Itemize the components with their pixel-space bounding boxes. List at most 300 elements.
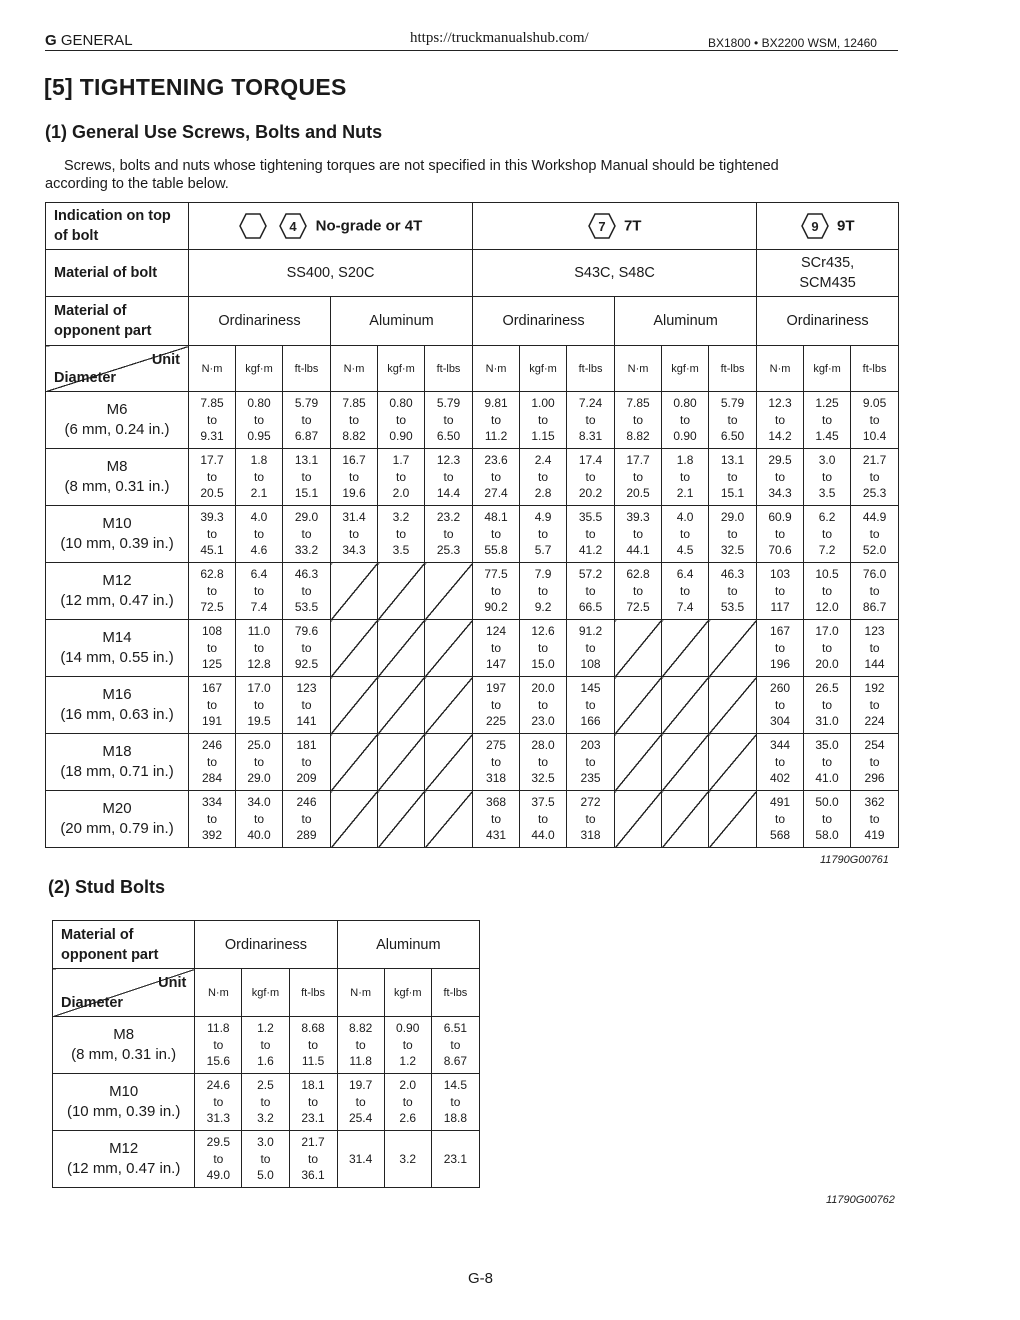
grade-4t-label: No-grade or 4T xyxy=(315,217,423,235)
torque-max: 6.50 xyxy=(436,429,461,444)
torque-max: 117 xyxy=(770,600,790,615)
header-rule xyxy=(45,50,898,51)
torque-min: 7.85 xyxy=(342,396,366,411)
unit-header-0-1: kgf·m xyxy=(242,969,289,1017)
torque-max: 52.0 xyxy=(862,543,887,558)
torque-max: 4.6 xyxy=(250,543,268,558)
range-to: to xyxy=(253,697,264,712)
torque-max: 2.1 xyxy=(676,486,694,501)
torque-max: 166 xyxy=(580,714,601,729)
torque-cell xyxy=(337,1131,384,1188)
torque-max: 34.3 xyxy=(342,543,366,558)
torque-cell xyxy=(431,1131,479,1188)
range-to: to xyxy=(301,583,312,598)
torque-cell xyxy=(236,449,283,506)
torque-cell xyxy=(189,563,236,620)
torque-max: 27.4 xyxy=(484,486,508,501)
torque-min: 24.6 xyxy=(206,1078,231,1093)
torque-min: 17.0 xyxy=(247,681,271,696)
grade-4t-header xyxy=(189,203,473,250)
not-applicable-cell xyxy=(662,791,709,848)
hexagon-4-icon xyxy=(279,213,307,239)
torque-min: 491 xyxy=(770,795,791,810)
torque-min: 17.7 xyxy=(200,453,224,468)
torque-max: 70.6 xyxy=(768,543,792,558)
torque-min: 254 xyxy=(864,738,885,753)
torque-min: 23.2 xyxy=(436,510,461,525)
stud-diameter-label: Diameter xyxy=(61,994,124,1011)
stud-bolt-torque-table xyxy=(52,920,480,1188)
torque-min: 5.79 xyxy=(436,396,461,411)
torque-max: 318 xyxy=(580,828,601,843)
section1-intro-line2: according to the table below. xyxy=(45,176,229,192)
torque-max: 318 xyxy=(486,771,507,786)
range-to: to xyxy=(206,811,217,826)
diameter-cell xyxy=(46,506,189,563)
diameter-cell xyxy=(46,734,189,791)
torque-max: 25.4 xyxy=(348,1111,373,1126)
torque-cell xyxy=(384,1074,431,1131)
torque-min: 3.0 xyxy=(818,453,836,468)
range-to: to xyxy=(585,469,596,484)
bolt-size: M8 xyxy=(106,458,128,475)
range-to: to xyxy=(822,469,833,484)
torque-cell xyxy=(189,506,236,563)
diameter-cell xyxy=(46,791,189,848)
torque-max: 58.0 xyxy=(815,828,839,843)
torque-max: 11.8 xyxy=(349,1054,372,1069)
torque-max: 53.5 xyxy=(720,600,745,615)
torque-cell xyxy=(283,677,331,734)
bolt-dimension: (10 mm, 0.39 in.) xyxy=(60,535,174,552)
unit-label: Unit xyxy=(151,351,180,368)
range-to: to xyxy=(253,526,264,541)
range-to: to xyxy=(301,811,312,826)
torque-max: 9.31 xyxy=(200,429,224,444)
torque-max: 9.2 xyxy=(534,600,552,615)
torque-max: 20.5 xyxy=(200,486,224,501)
range-to: to xyxy=(260,1151,271,1166)
material-label: Material of bolt xyxy=(46,250,189,297)
torque-min: 167 xyxy=(201,681,223,696)
torque-cell xyxy=(757,506,804,563)
torque-min: 4.9 xyxy=(534,510,552,525)
torque-min: 10.5 xyxy=(815,567,839,582)
torque-cell xyxy=(283,563,331,620)
not-applicable-cell xyxy=(615,791,662,848)
range-to: to xyxy=(869,469,880,484)
torque-min: 1.8 xyxy=(676,453,694,468)
torque-cell xyxy=(567,734,615,791)
range-to: to xyxy=(633,469,644,484)
unit-header-4-2: ft-lbs xyxy=(851,346,899,392)
range-to: to xyxy=(538,697,549,712)
range-to: to xyxy=(253,811,264,826)
range-to: to xyxy=(633,583,644,598)
torque-min: 7.24 xyxy=(578,396,603,411)
torque-max: 44.1 xyxy=(626,543,650,558)
torque-min: 7.9 xyxy=(534,567,552,582)
torque-min: 12.3 xyxy=(768,396,792,411)
not-applicable-cell xyxy=(331,563,378,620)
range-to: to xyxy=(775,697,786,712)
range-to: to xyxy=(253,412,264,427)
torque-cell xyxy=(331,506,378,563)
range-to: to xyxy=(585,697,596,712)
torque-cell xyxy=(520,563,567,620)
range-to: to xyxy=(585,583,596,598)
not-applicable-cell xyxy=(331,734,378,791)
torque-max: 419 xyxy=(864,828,885,843)
unit-header-3-2: ft-lbs xyxy=(709,346,757,392)
range-to: to xyxy=(443,469,454,484)
torque-cell xyxy=(709,392,757,449)
torque-min: 46.3 xyxy=(294,567,319,582)
table-row xyxy=(53,1017,480,1074)
torque-cell xyxy=(709,506,757,563)
range-to: to xyxy=(491,412,502,427)
section1-heading: (1) General Use Screws, Bolts and Nuts xyxy=(45,122,383,142)
bolt-size: M10 xyxy=(102,515,132,532)
not-applicable-cell xyxy=(709,734,757,791)
torque-max: 72.5 xyxy=(626,600,650,615)
torque-max: 108 xyxy=(580,657,601,672)
torque-min: 344 xyxy=(770,738,791,753)
manual-id: BX1800 • BX2200 WSM, 12460 xyxy=(708,36,877,50)
bolt-dimension: (12 mm, 0.47 in.) xyxy=(66,1160,181,1177)
figure-code-2: 11790G00762 xyxy=(826,1194,895,1206)
range-to: to xyxy=(633,526,644,541)
torque-cell xyxy=(289,1131,337,1188)
torque-min: 362 xyxy=(864,795,885,810)
torque-min: 12.3 xyxy=(436,453,461,468)
torque-max: 235 xyxy=(580,771,601,786)
range-to: to xyxy=(680,469,691,484)
range-to: to xyxy=(450,1094,461,1109)
torque-max: 7.4 xyxy=(250,600,268,615)
range-to: to xyxy=(633,412,644,427)
not-applicable-cell xyxy=(425,563,473,620)
indication-label: Indication on top of bolt xyxy=(46,203,189,250)
torque-max: 44.0 xyxy=(531,828,555,843)
opponent-2: Ordinariness xyxy=(473,297,615,346)
torque-cell xyxy=(851,620,899,677)
hexagon-9-icon xyxy=(801,213,829,239)
torque-cell xyxy=(242,1017,289,1074)
torque-min: 91.2 xyxy=(578,624,603,639)
torque-min: 29.0 xyxy=(294,510,319,525)
grade-9t-label: 9T xyxy=(836,217,855,235)
torque-cell xyxy=(384,1017,431,1074)
torque-min: 62.8 xyxy=(626,567,650,582)
torque-max: 431 xyxy=(486,828,507,843)
torque-min: 334 xyxy=(201,795,223,810)
section-letter: G xyxy=(45,32,57,49)
source-url[interactable]: https://truckmanualshub.com/ xyxy=(410,30,589,46)
torque-max: 147 xyxy=(486,657,507,672)
torque-cell xyxy=(473,392,520,449)
torque-max: 23.0 xyxy=(531,714,555,729)
torque-max: 45.1 xyxy=(200,543,224,558)
torque-cell xyxy=(473,734,520,791)
torque-cell xyxy=(615,392,662,449)
range-to: to xyxy=(775,526,786,541)
unit-header-3-1: kgf·m xyxy=(662,346,709,392)
torque-max: 15.6 xyxy=(206,1054,231,1069)
torque-max: 41.0 xyxy=(815,771,839,786)
material-9t-line1: SCr435, xyxy=(800,255,855,271)
table-row xyxy=(46,563,899,620)
range-to: to xyxy=(869,811,880,826)
torque-max: 18.8 xyxy=(443,1111,468,1126)
torque-cell xyxy=(851,506,899,563)
torque-min: 7.85 xyxy=(200,396,224,411)
torque-max: 402 xyxy=(770,771,791,786)
diameter-cell xyxy=(46,563,189,620)
range-to: to xyxy=(213,1151,224,1166)
range-to: to xyxy=(301,526,312,541)
unit-header-1-0: N·m xyxy=(331,346,378,392)
range-to: to xyxy=(443,412,454,427)
torque-cell xyxy=(851,677,899,734)
torque-max: 0.90 xyxy=(673,429,697,444)
torque-cell xyxy=(709,449,757,506)
range-to: to xyxy=(213,1037,224,1052)
range-to: to xyxy=(869,526,880,541)
torque-min: 1.8 xyxy=(250,453,268,468)
torque-min: 62.8 xyxy=(200,567,224,582)
bolt-dimension: (8 mm, 0.31 in.) xyxy=(71,1046,177,1063)
torque-max: 191 xyxy=(201,714,223,729)
range-to: to xyxy=(822,697,833,712)
range-to: to xyxy=(538,469,549,484)
torque-cell xyxy=(195,1131,242,1188)
torque-max: 196 xyxy=(770,657,791,672)
torque-cell xyxy=(242,1131,289,1188)
torque-max: 19.6 xyxy=(342,486,366,501)
torque-min: 0.80 xyxy=(389,396,413,411)
torque-cell xyxy=(283,620,331,677)
torque-max: 2.8 xyxy=(534,486,552,501)
range-to: to xyxy=(680,412,691,427)
torque-max: 7.2 xyxy=(818,543,836,558)
range-to: to xyxy=(301,697,312,712)
torque-min: 145 xyxy=(580,681,601,696)
torque-cell xyxy=(804,506,851,563)
torque-max: 144 xyxy=(864,657,885,672)
torque-cell xyxy=(567,449,615,506)
torque-min: 16.7 xyxy=(342,453,366,468)
torque-cell xyxy=(567,677,615,734)
unit-diameter-corner xyxy=(46,346,189,392)
torque-max: 2.1 xyxy=(250,486,268,501)
range-to: to xyxy=(348,412,359,427)
torque-cell xyxy=(189,734,236,791)
torque-max: 8.67 xyxy=(443,1054,468,1069)
torque-max: 209 xyxy=(296,771,317,786)
torque-cell xyxy=(804,791,851,848)
torque-cell xyxy=(189,791,236,848)
range-to: to xyxy=(206,583,217,598)
section-name: GENERAL xyxy=(60,32,133,49)
torque-min: 9.81 xyxy=(484,396,508,411)
material-4t: SS400, S20C xyxy=(189,250,473,297)
table-row xyxy=(46,506,899,563)
torque-min: 21.7 xyxy=(301,1135,325,1150)
torque-max: 19.5 xyxy=(247,714,271,729)
bolt-dimension: (10 mm, 0.39 in.) xyxy=(66,1103,181,1120)
range-to: to xyxy=(822,583,833,598)
range-to: to xyxy=(585,412,596,427)
range-to: to xyxy=(680,526,691,541)
not-applicable-cell xyxy=(662,734,709,791)
torque-min: 1.2 xyxy=(257,1021,274,1036)
range-to: to xyxy=(538,412,549,427)
range-to: to xyxy=(491,640,502,655)
not-applicable-cell xyxy=(662,677,709,734)
torque-min: 17.0 xyxy=(815,624,839,639)
table-row xyxy=(46,734,899,791)
range-to: to xyxy=(395,469,406,484)
torque-min: 167 xyxy=(770,624,791,639)
range-to: to xyxy=(775,412,786,427)
torque-max: 3.5 xyxy=(392,543,410,558)
torque-cell xyxy=(236,620,283,677)
torque-cell xyxy=(851,734,899,791)
torque-max: 568 xyxy=(770,828,791,843)
bolt-dimension: (20 mm, 0.79 in.) xyxy=(60,820,174,837)
grade-9-mark: 9 xyxy=(811,219,819,234)
bolt-size: M18 xyxy=(102,743,132,760)
range-to: to xyxy=(301,754,312,769)
range-to: to xyxy=(585,526,596,541)
torque-max: 5.0 xyxy=(257,1168,274,1183)
torque-cell xyxy=(520,392,567,449)
range-to: to xyxy=(443,526,454,541)
range-to: to xyxy=(491,583,502,598)
torque-cell xyxy=(236,734,283,791)
unit-header-0-2: ft-lbs xyxy=(289,969,337,1017)
torque-min: 8.68 xyxy=(301,1021,325,1036)
torque-max: 304 xyxy=(770,714,791,729)
torque-cell xyxy=(757,677,804,734)
torque-cell xyxy=(236,506,283,563)
not-applicable-cell xyxy=(615,734,662,791)
torque-cell xyxy=(757,449,804,506)
torque-min: 23.6 xyxy=(484,453,508,468)
section-header xyxy=(45,32,133,49)
range-to: to xyxy=(775,640,786,655)
torque-cell xyxy=(662,392,709,449)
hexagon-plain-icon xyxy=(239,213,267,239)
opponent-label: Material of opponent part xyxy=(46,297,189,346)
torque-cell xyxy=(804,563,851,620)
range-to: to xyxy=(253,469,264,484)
material-7t: S43C, S48C xyxy=(473,250,757,297)
torque-min: 35.5 xyxy=(578,510,603,525)
range-to: to xyxy=(348,469,359,484)
bolt-dimension: (14 mm, 0.55 in.) xyxy=(60,649,174,666)
range-to: to xyxy=(301,412,312,427)
torque-min: 14.5 xyxy=(443,1078,468,1093)
torque-max: 8.82 xyxy=(626,429,650,444)
torque-max: 92.5 xyxy=(294,657,319,672)
torque-min: 44.9 xyxy=(862,510,887,525)
torque-min: 5.79 xyxy=(294,396,319,411)
torque-max: 11.2 xyxy=(484,429,508,444)
range-to: to xyxy=(206,697,217,712)
stud-opponent-label: Material of opponent part xyxy=(53,921,195,969)
torque-cell xyxy=(378,449,425,506)
torque-max: 392 xyxy=(201,828,223,843)
torque-cell xyxy=(615,563,662,620)
torque-max: 20.2 xyxy=(578,486,603,501)
torque-cell xyxy=(473,791,520,848)
unit-header-0-0: N·m xyxy=(195,969,242,1017)
torque-cell xyxy=(851,449,899,506)
torque-max: 6.87 xyxy=(294,429,319,444)
unit-header-1-0: N·m xyxy=(337,969,384,1017)
torque-min: 26.5 xyxy=(815,681,839,696)
range-to: to xyxy=(253,754,264,769)
range-to: to xyxy=(822,754,833,769)
torque-cell xyxy=(236,677,283,734)
not-applicable-cell xyxy=(378,791,425,848)
bolt-size: M14 xyxy=(102,629,132,646)
torque-min: 5.79 xyxy=(720,396,745,411)
torque-cell xyxy=(520,506,567,563)
torque-min: 0.80 xyxy=(673,396,697,411)
range-to: to xyxy=(869,754,880,769)
torque-cell xyxy=(337,1074,384,1131)
range-to: to xyxy=(308,1151,319,1166)
range-to: to xyxy=(301,640,312,655)
torque-min: 11.0 xyxy=(247,624,271,639)
torque-cell xyxy=(189,392,236,449)
torque-min: 4.0 xyxy=(250,510,268,525)
torque-min: 6.2 xyxy=(818,510,836,525)
range-to: to xyxy=(213,1094,224,1109)
bolt-size: M16 xyxy=(102,686,132,703)
torque-max: 20.5 xyxy=(626,486,650,501)
diameter-cell xyxy=(53,1017,195,1074)
range-to: to xyxy=(538,811,549,826)
torque-cell xyxy=(283,392,331,449)
torque-max: 15.1 xyxy=(294,486,319,501)
torque-min: 246 xyxy=(296,795,317,810)
grade-7-mark: 7 xyxy=(598,219,606,234)
torque-min: 76.0 xyxy=(862,567,887,582)
table-row xyxy=(53,1074,480,1131)
torque-max: 72.5 xyxy=(200,600,224,615)
not-applicable-cell xyxy=(425,677,473,734)
torque-max: 8.31 xyxy=(578,429,603,444)
torque-cell xyxy=(195,1017,242,1074)
range-to: to xyxy=(727,526,738,541)
torque-max: 289 xyxy=(296,828,317,843)
torque-min: 260 xyxy=(770,681,791,696)
torque-min: 77.5 xyxy=(484,567,508,582)
torque-min: 31.4 xyxy=(342,510,366,525)
torque-min: 1.25 xyxy=(815,396,839,411)
unit-header-1-1: kgf·m xyxy=(384,969,431,1017)
torque-min: 1.00 xyxy=(531,396,555,411)
torque-cell xyxy=(757,734,804,791)
torque-max: 225 xyxy=(486,714,507,729)
range-to: to xyxy=(680,583,691,598)
torque-min: 21.7 xyxy=(862,453,887,468)
torque-cell xyxy=(520,734,567,791)
